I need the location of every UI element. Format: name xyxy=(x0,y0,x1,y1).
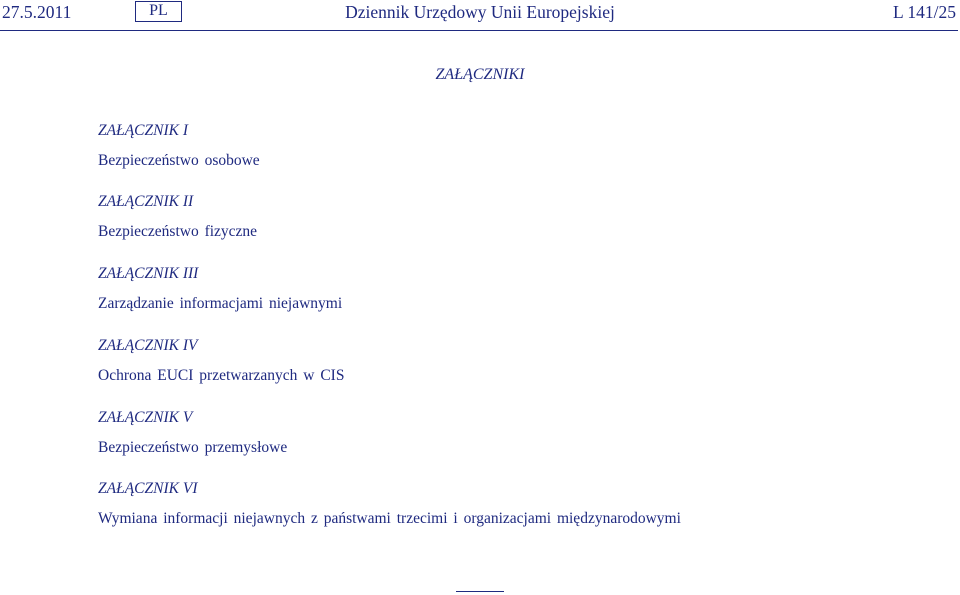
annex-4 xyxy=(98,336,344,386)
annex-subject: Bezpieczeństwo przemysłowe xyxy=(98,439,288,456)
page-reference: L 141/25 xyxy=(892,2,956,22)
annex-number: ZAŁĄCZNIK V xyxy=(98,409,193,426)
annex-3 xyxy=(98,264,342,314)
annex-number: ZAŁĄCZNIK VI xyxy=(98,480,198,497)
annex-5 xyxy=(98,408,287,458)
document-title: ZAŁĄCZNIKI xyxy=(435,66,525,83)
annex-subject: Zarządzanie informacjami niejawnymi xyxy=(98,295,343,312)
annex-2 xyxy=(98,192,257,242)
annex-subject: Wymiana informacji niejawnych z państwami trzecimi i organizacjami międzynarodowymi xyxy=(98,510,681,527)
annex-number: ZAŁĄCZNIK II xyxy=(98,193,194,210)
header-divider xyxy=(0,30,958,31)
annex-subject: Bezpieczeństwo fizyczne xyxy=(98,223,258,240)
language-badge: PL xyxy=(135,1,182,22)
annex-number: ZAŁĄCZNIK I xyxy=(98,122,189,139)
journal-title: Dziennik Urzędowy Unii Europejskiej xyxy=(345,2,615,22)
annex-number: ZAŁĄCZNIK III xyxy=(98,265,199,282)
page-header xyxy=(0,0,960,30)
annex-number: ZAŁĄCZNIK IV xyxy=(98,337,198,354)
annex-subject: Ochrona EUCI przetwarzanych w CIS xyxy=(98,367,345,384)
publication-date: 27.5.2011 xyxy=(2,2,72,22)
annex-subject: Bezpieczeństwo osobowe xyxy=(98,152,260,169)
annex-1 xyxy=(98,121,260,171)
annex-6 xyxy=(98,479,681,529)
footer-divider xyxy=(456,591,504,592)
